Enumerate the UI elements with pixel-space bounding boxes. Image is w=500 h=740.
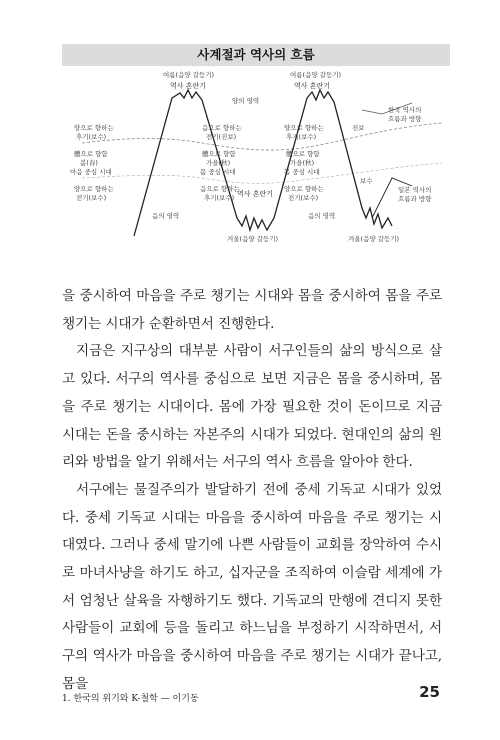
label-spring: 體으로 향함 <box>74 150 108 158</box>
label-summer-1: 여름(음양 갈등기) <box>163 71 215 79</box>
chapter-footer: 1. 한국의 위기와 K-철학 — 이기동 <box>62 694 199 704</box>
label-chaos-1: 역사 혼란기 <box>170 82 207 90</box>
paragraph-1: 을 중시하여 마음을 주로 챙기는 시대와 몸을 중시하여 몸을 주로 챙기는 시대가 순환하면서 진행한다. <box>62 288 442 332</box>
label-chaos-low: 역사 혼란기 <box>237 190 274 198</box>
dashed-baseline-wave-2 <box>82 163 442 183</box>
label-body-yang: 양으로 향하는 <box>74 124 114 132</box>
label-early-yin-3b: 후기(보수) <box>204 194 235 202</box>
history-seasons-figure <box>62 44 450 248</box>
paragraph-2: 지금은 지구상의 대부분 사람이 서구인들의 삶의 방식으로 살고 있다. 서구의 역사를 중심으로 보면 지금은 몸을 중시하며, 몸을 주로 챙기는 시대이다. 몸에 가장 필요한 것이 돈이므로 지금 시대는 돈을 중시하는 자본주의 시대가 되었다. 현대인의 삶의 원리와 방법을 알기 위해서는 서구의 역사 흐름을 알아야 한다. <box>62 343 442 471</box>
dashed-baseline-wave <box>82 123 442 150</box>
seasons-history-diagram <box>62 68 450 248</box>
label-japan-b: 흐름과 방향 <box>398 195 432 203</box>
label-autumn-2b: 가을(秋) <box>290 159 315 167</box>
label-autumn-1b: 가을(秋) <box>206 159 231 167</box>
label-yang-area: 양의 영역 <box>232 97 260 105</box>
label-summer-2: 여름(음양 갈등기) <box>290 71 342 79</box>
label-autumn-1: 體으로 향함 <box>202 150 236 158</box>
label-later-yin-4b: 전기(보수) <box>288 194 319 202</box>
label-autumn-2c: 몸 중심 시대 <box>284 168 320 176</box>
label-winter-1: 겨울(음양 갈등기) <box>227 235 279 243</box>
figure-title: 사계절과 역사의 흐름 <box>62 44 450 66</box>
label-spring-c: 마음 중심 시대 <box>70 168 112 176</box>
label-winter-2: 겨울(음양 갈등기) <box>348 235 400 243</box>
label-korea: 한국 역사의 <box>388 106 422 114</box>
label-later-yang-2: 양으로 향하는 <box>284 124 324 132</box>
label-progress: 진보 <box>352 124 365 132</box>
page-number: 25 <box>419 683 440 701</box>
label-body-yang-b: 후기(보수) <box>76 133 107 141</box>
label-chaos-2: 역사 혼란기 <box>294 82 331 90</box>
paragraph-3: 서구에는 물질주의가 발달하기 전에 중세 기독교 시대가 있었다. 중세 기독교 시대는 마음을 중시하여 마음을 주로 챙기는 시대였다. 그러나 중세 말기에 나쁜 사람들이 교회를 장악하여 수시로 마녀사냥을 하기도 하고, 십자군을 조직하여 이슬람 세계에 가서 엄청난 살육을 자행하기도 했다. 기독교의 만행에 견디지 못한 사람들이 교회에 등을 돌리고 하느님을 부정하기 시작하면서, 서구의 역사가 마음을 중시하여 마음을 주로 챙기는 시대가 끝나고, 몸을 <box>62 481 442 692</box>
label-yin-area-1: 음의 영역 <box>152 212 180 220</box>
label-spring-b: 봄(春) <box>80 159 98 167</box>
label-early-yang-1b: 전기(보수) <box>76 194 107 202</box>
body-text <box>62 283 442 699</box>
label-later-yang-2b: 후기(보수) <box>286 133 317 141</box>
label-japan: 일본 역사의 <box>398 186 432 194</box>
label-autumn-2: 體으로 향함 <box>286 150 320 158</box>
label-early-yin-1: 음으로 향하는 <box>202 124 242 132</box>
label-autumn-1c: 몸 중심 시대 <box>200 168 236 176</box>
label-korea-b: 흐름과 방향 <box>388 115 422 123</box>
label-early-yin-3: 음으로 향하는 <box>200 185 240 193</box>
label-early-yang-1: 양으로 향하는 <box>74 185 114 193</box>
label-yin-area-2: 음의 영역 <box>308 212 336 220</box>
label-conservative: 보수 <box>360 177 373 185</box>
label-early-yin-1b: 전기(진보) <box>206 133 237 141</box>
label-later-yin-4: 양으로 향하는 <box>284 185 324 193</box>
